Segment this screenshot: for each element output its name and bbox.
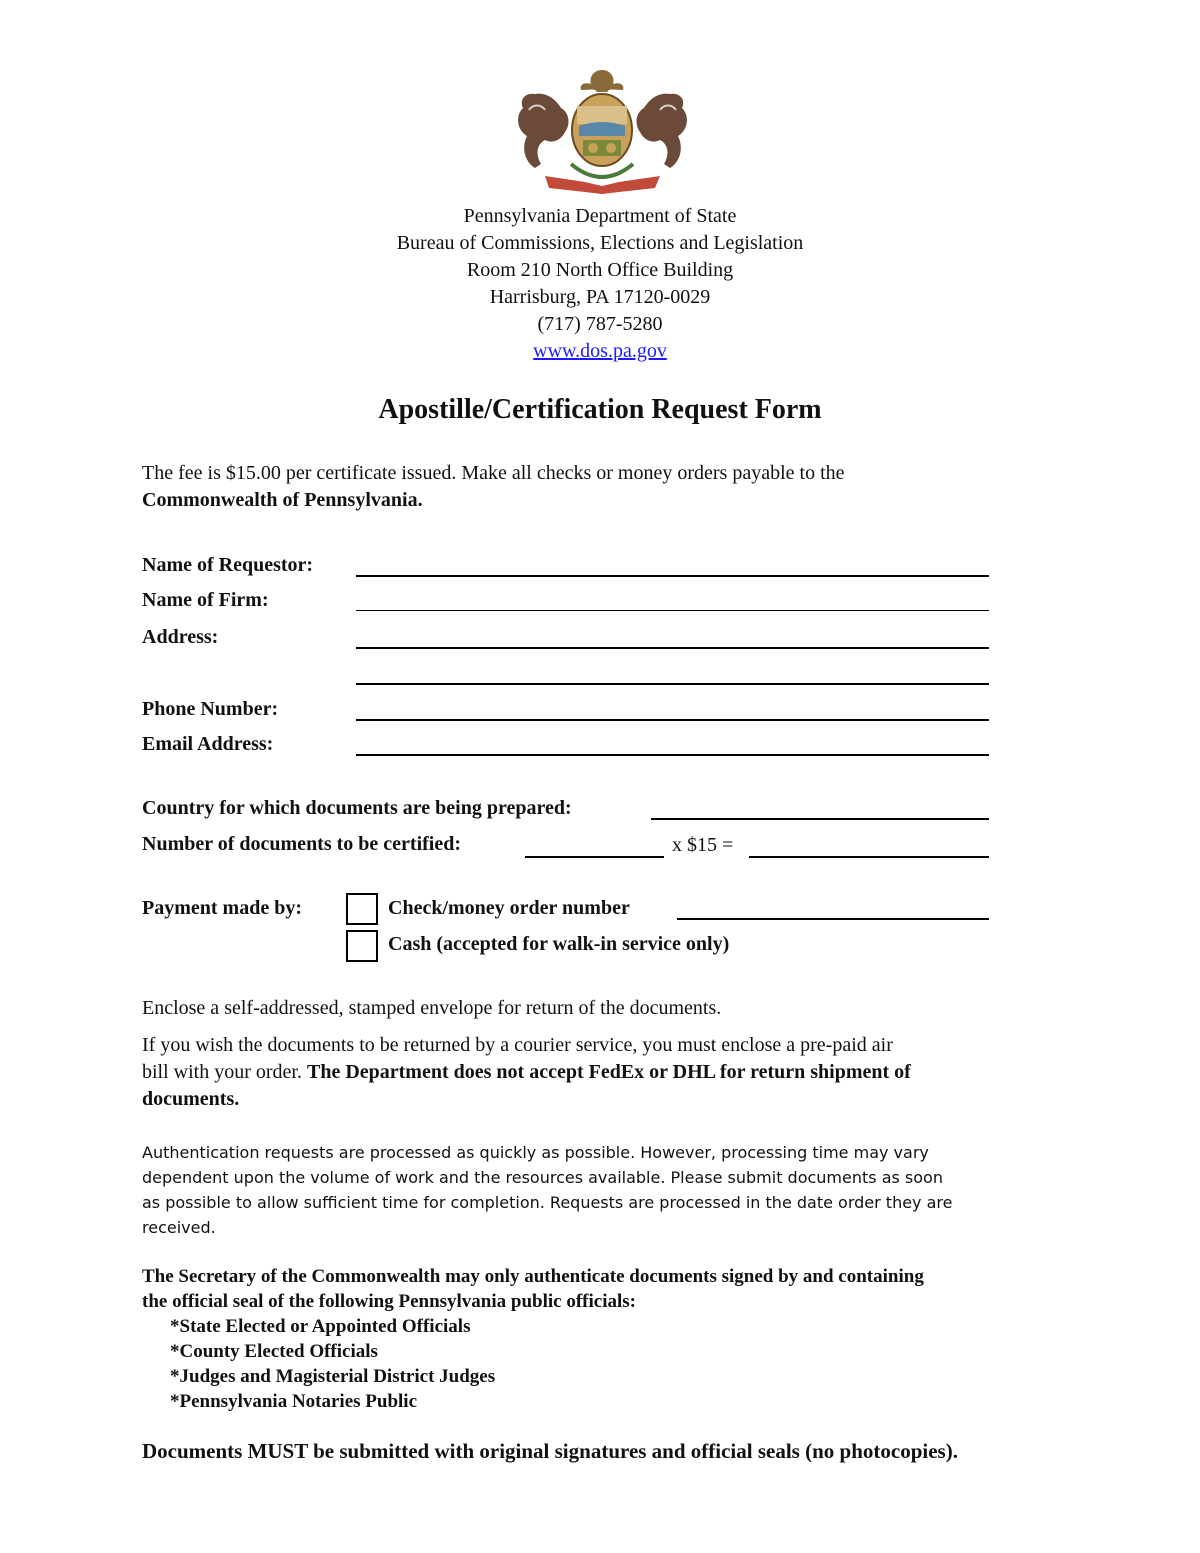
email-input-line[interactable] [356, 754, 989, 756]
cash-checkbox[interactable] [346, 930, 378, 962]
num-docs-input-line[interactable] [525, 856, 664, 858]
header-phone: (717) 787-5280 [537, 313, 663, 335]
check-option-label: Check/money order number [388, 897, 630, 919]
firm-input-line[interactable] [356, 610, 989, 611]
country-label: Country for which documents are being prepared: [142, 797, 572, 819]
total-input-line[interactable] [749, 856, 989, 858]
fee-paragraph [142, 460, 845, 514]
officials-section [142, 1264, 924, 1414]
address-label: Address: [142, 626, 219, 648]
phone-input-line[interactable] [356, 719, 989, 721]
agency-header [0, 203, 1200, 365]
email-label: Email Address: [142, 733, 274, 755]
check-number-input-line[interactable] [677, 918, 989, 920]
requestor-label: Name of Requestor: [142, 554, 314, 576]
processing-line-2: dependent upon the volume of work and the resources available. Please submit documents as soon [142, 1168, 943, 1187]
list-item: *Pennsylvania Notaries Public [170, 1391, 418, 1412]
processing-line-1: Authentication requests are processed as quickly as possible. However, processing time may vary [142, 1143, 929, 1162]
phone-label: Phone Number: [142, 698, 279, 720]
courier-instruction [142, 1032, 1072, 1113]
header-city: Harrisburg, PA 17120-0029 [489, 286, 711, 308]
num-docs-label: Number of documents to be certified: [142, 833, 462, 855]
header-room: Room 210 North Office Building [466, 259, 734, 281]
website-link[interactable]: www.dos.pa.gov [533, 340, 667, 362]
list-item: *Judges and Magisterial District Judges [170, 1366, 496, 1387]
fee-multiplier: x $15 = [672, 834, 734, 856]
fee-payee: Commonwealth of Pennsylvania. [142, 489, 423, 511]
courier-warning-end: documents. [142, 1088, 240, 1110]
requestor-input-line[interactable] [356, 575, 989, 577]
country-input-line[interactable] [651, 818, 989, 820]
check-checkbox[interactable] [346, 893, 378, 925]
envelope-instruction: Enclose a self-addressed, stamped envelope for return of the documents. [142, 997, 722, 1019]
pennsylvania-coat-of-arms-seal [505, 64, 700, 196]
courier-warning: The Department does not accept FedEx or DHL for return shipment of [306, 1061, 911, 1083]
officials-list [142, 1314, 924, 1414]
footer-notice: Documents MUST be submitted with original signatures and official seals (no photocopies). [142, 1439, 958, 1463]
cash-option-label: Cash (accepted for walk-in service only) [388, 933, 730, 955]
processing-paragraph [142, 1140, 1042, 1240]
address-input-line-2[interactable] [356, 683, 989, 685]
list-item: *State Elected or Appointed Officials [170, 1316, 471, 1337]
officials-intro-2: the official seal of the following Pennsylvania public officials: [142, 1291, 636, 1312]
fee-text: The fee is $15.00 per certificate issued. Make all checks or money orders payable to the [142, 462, 845, 484]
processing-line-3: as possible to allow sufficient time for completion. Requests are processed in the date order they are [142, 1193, 953, 1212]
firm-label: Name of Firm: [142, 589, 269, 611]
list-item: *County Elected Officials [170, 1341, 378, 1362]
form-title: Apostille/Certification Request Form [378, 394, 822, 425]
address-input-line-1[interactable] [356, 647, 989, 649]
officials-intro-1: The Secretary of the Commonwealth may only authenticate documents signed by and containing [142, 1266, 924, 1287]
processing-line-4: received. [142, 1218, 216, 1237]
courier-line-1: If you wish the documents to be returned by a courier service, you must enclose a pre-paid air [142, 1034, 893, 1056]
courier-line-2: bill with your order. [142, 1061, 302, 1083]
header-bureau: Bureau of Commissions, Elections and Legislation [396, 232, 804, 254]
header-department: Pennsylvania Department of State [463, 205, 737, 227]
payment-label: Payment made by: [142, 897, 302, 919]
